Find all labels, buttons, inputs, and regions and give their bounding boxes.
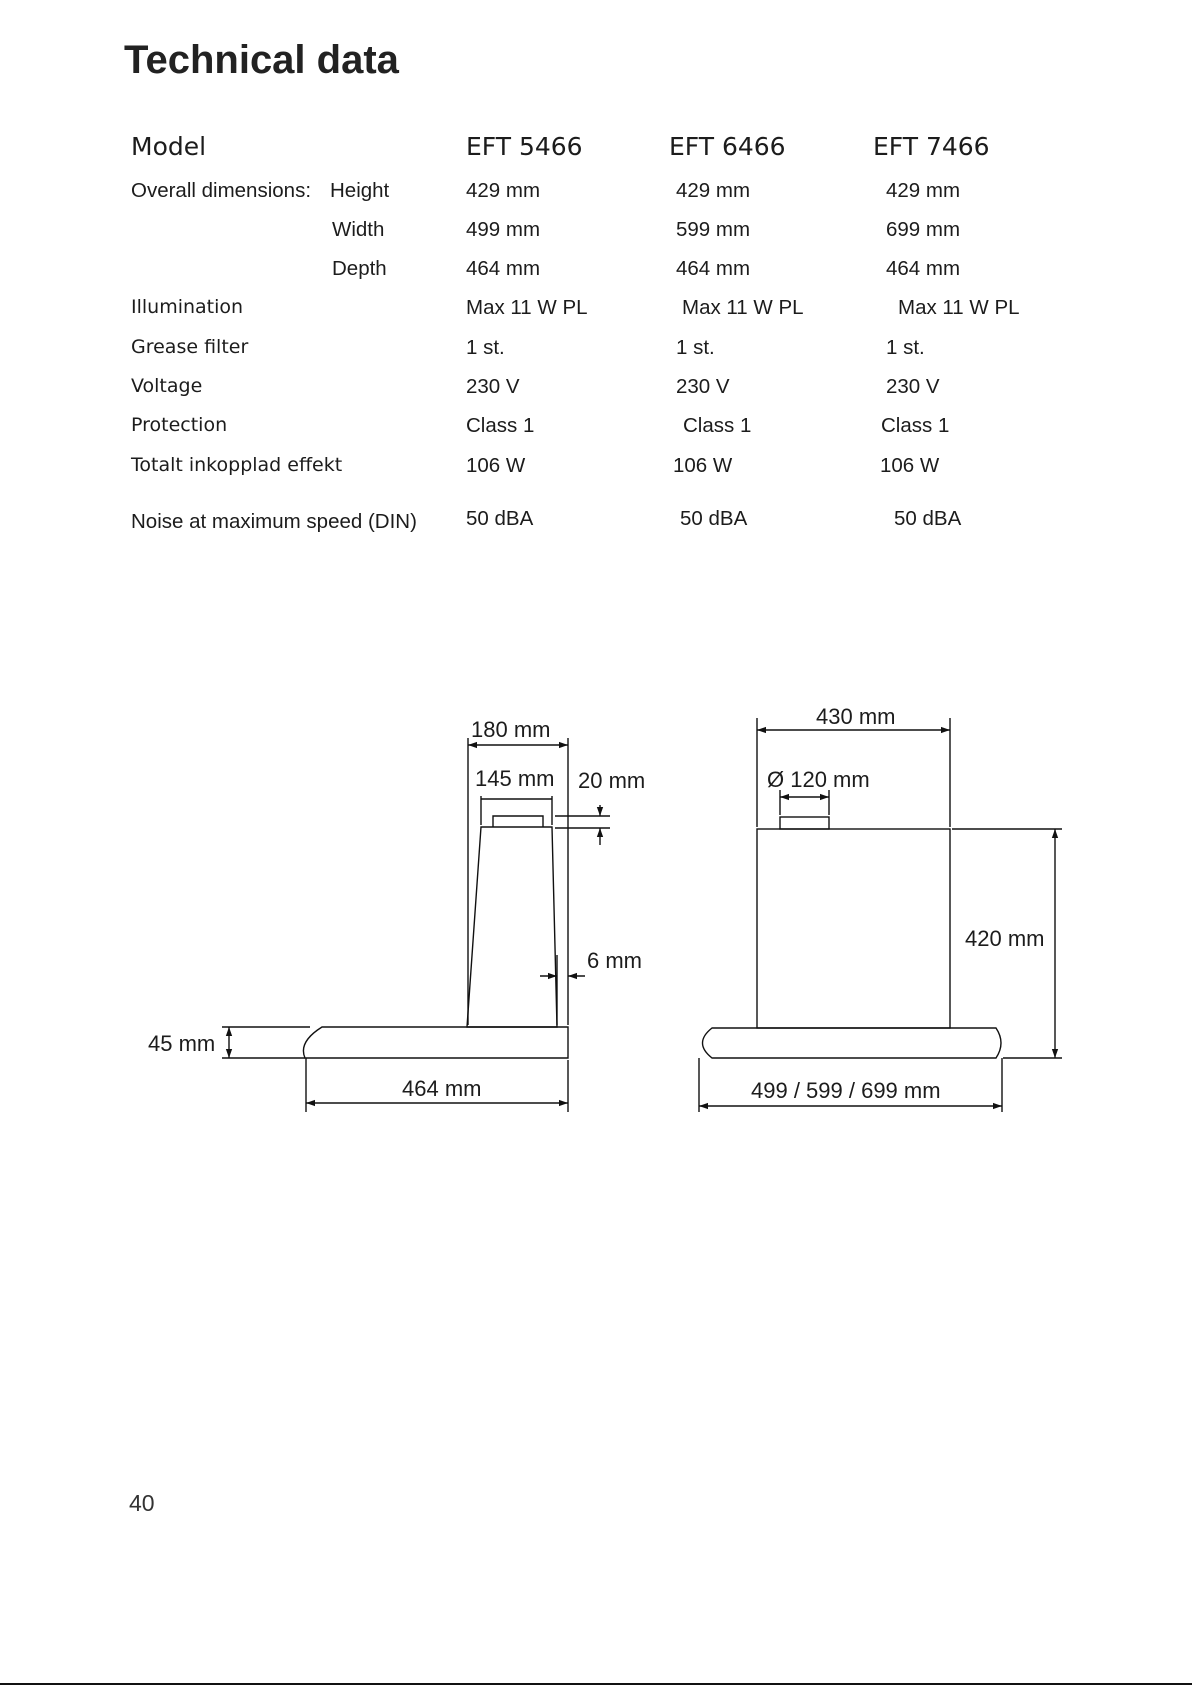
spec-value: Class 1	[881, 414, 950, 437]
dim-label: Ø 120 mm	[767, 767, 870, 792]
spec-value: 1 st.	[886, 336, 925, 359]
spec-value: 1 st.	[466, 336, 505, 359]
spec-label: Width	[332, 218, 385, 241]
spec-value: 106 W	[880, 454, 940, 477]
spec-value: Class 1	[683, 414, 752, 437]
spec-label: Depth	[332, 257, 387, 280]
spec-value: 699 mm	[886, 218, 961, 241]
spec-value: Class 1	[466, 414, 535, 437]
side-view	[222, 738, 610, 1112]
spec-label: Height	[330, 179, 390, 202]
spec-value: 599 mm	[676, 218, 751, 241]
spec-value: 50 dBA	[894, 507, 962, 530]
spec-label: Grease filter	[131, 336, 249, 358]
page-title: Technical data	[124, 38, 399, 82]
spec-value: Max 11 W PL	[466, 296, 588, 319]
spec-value: 230 V	[466, 375, 520, 398]
spec-value: 50 dBA	[466, 507, 534, 530]
spec-value: 1 st.	[676, 336, 715, 359]
dim-label: 45 mm	[148, 1031, 216, 1056]
dim-label: 499 / 599 / 699 mm	[751, 1078, 941, 1103]
spec-value: 429 mm	[466, 179, 541, 202]
spec-value: 464 mm	[886, 257, 961, 280]
front-view	[699, 718, 1062, 1112]
spec-label: Totalt inkopplad effekt	[131, 454, 343, 476]
model-name: EFT 6466	[669, 132, 786, 161]
dim-label: 180 mm	[471, 717, 551, 742]
spec-value: 230 V	[676, 375, 730, 398]
dim-label: 464 mm	[402, 1076, 482, 1101]
spec-value: 464 mm	[676, 257, 751, 280]
dimension-labels	[148, 704, 1044, 1103]
spec-label: Voltage	[131, 375, 203, 397]
spec-value: 499 mm	[466, 218, 541, 241]
spec-value: 464 mm	[466, 257, 541, 280]
model-name: EFT 5466	[466, 132, 583, 161]
spec-value: 50 dBA	[680, 507, 748, 530]
spec-value: Max 11 W PL	[898, 296, 1020, 319]
spec-label: Protection	[131, 414, 228, 436]
dim-label: 430 mm	[816, 704, 896, 729]
spec-value: 230 V	[886, 375, 940, 398]
dim-label: 420 mm	[965, 926, 1045, 951]
spec-label: Noise at maximum speed (DIN)	[131, 510, 417, 533]
page-number: 40	[129, 1490, 155, 1516]
dim-label: 145 mm	[475, 766, 555, 791]
spec-value: 429 mm	[886, 179, 961, 202]
model-name: EFT 7466	[873, 132, 990, 161]
dim-label: 20 mm	[578, 768, 646, 793]
spec-value: 106 W	[466, 454, 526, 477]
dimensions-label: Overall dimensions:	[131, 179, 312, 202]
spec-label: Illumination	[131, 296, 244, 318]
spec-value: 106 W	[673, 454, 733, 477]
dim-label: 6 mm	[587, 948, 642, 973]
model-header: Model	[131, 132, 207, 161]
spec-value: Max 11 W PL	[682, 296, 804, 319]
spec-value: 429 mm	[676, 179, 751, 202]
